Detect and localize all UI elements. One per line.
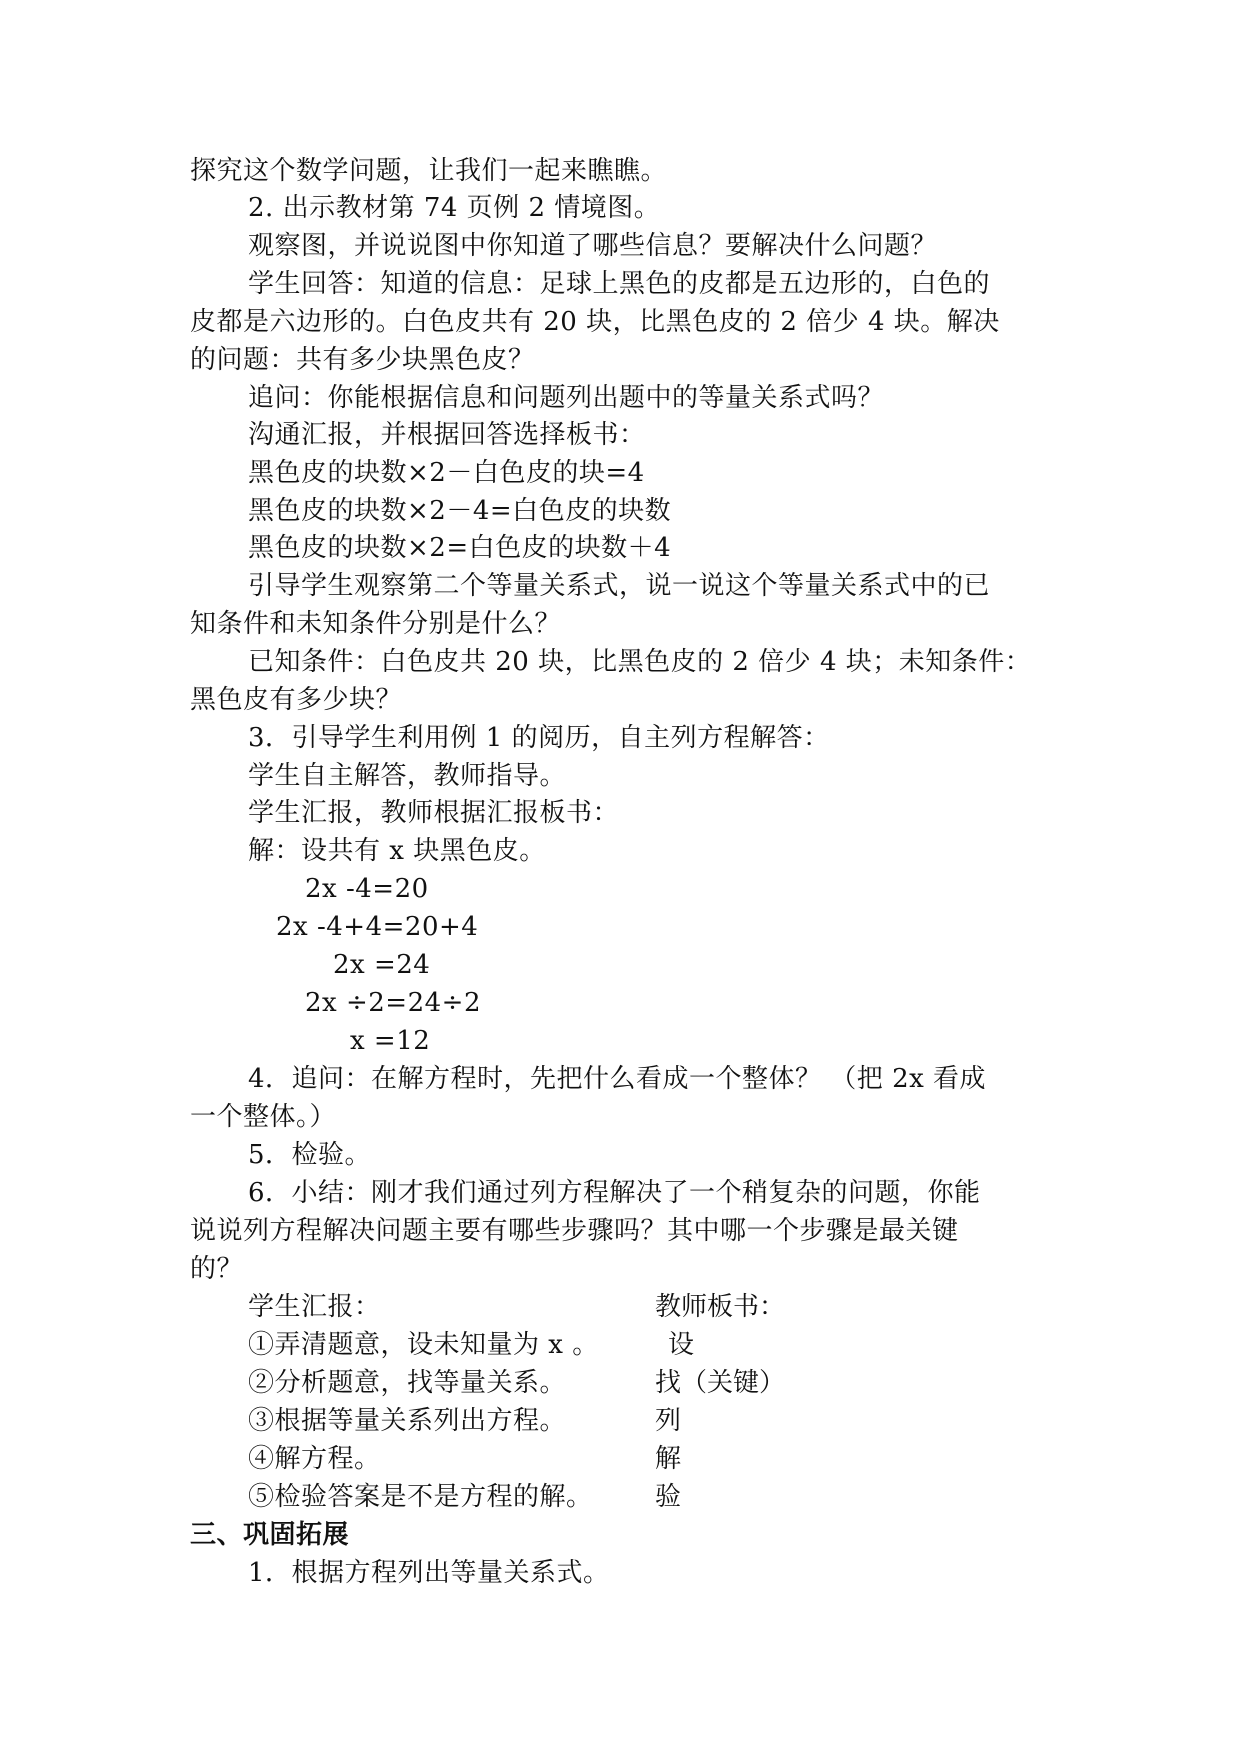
solution-step: x =12 (350, 1026, 431, 1056)
text-line: 探究这个数学问题，让我们一起来瞧瞧。 (190, 156, 668, 186)
step-right: 设 (668, 1330, 695, 1360)
step-left: ③根据等量关系列出方程。 (248, 1406, 567, 1436)
solution-step: 2x -4=20 (305, 874, 429, 904)
text-line: 4．追问：在解方程时，先把什么看成一个整体？ （把 2x 看成 (248, 1064, 987, 1094)
text-line: 解：设共有 x 块黑色皮。 (248, 836, 546, 866)
solution-step: 2x =24 (333, 950, 431, 980)
text-line: 皮都是六边形的。白色皮共有 20 块，比黑色皮的 2 倍少 4 块。解决 (190, 307, 1000, 337)
text-line: 学生汇报，教师根据汇报板书： (248, 798, 620, 828)
text-line: 知条件和未知条件分别是什么？ (190, 609, 562, 639)
text-line: 一个整体。） (190, 1102, 337, 1132)
text-line: 说说列方程解决问题主要有哪些步骤吗？其中哪一个步骤是最关键 (190, 1216, 959, 1246)
text-line: 5．检验。 (248, 1140, 372, 1170)
equation-line: 黑色皮的块数×2－4=白色皮的块数 (248, 496, 672, 526)
equation-line: 黑色皮的块数×2=白色皮的块数＋4 (248, 533, 672, 563)
text-line: 观察图，并说说图中你知道了哪些信息？要解决什么问题？ (248, 231, 938, 261)
text-line: 学生回答：知道的信息：足球上黑色的皮都是五边形的，白色的 (248, 269, 991, 299)
step-left: ④解方程。 (248, 1444, 381, 1474)
text-line: 已知条件：白色皮共 20 块，比黑色皮的 2 倍少 4 块；未知条件： (248, 647, 1032, 677)
text-line: 追问：你能根据信息和问题列出题中的等量关系式吗？ (248, 383, 885, 413)
step-right: 验 (655, 1482, 682, 1512)
solution-step: 2x -4+4=20+4 (276, 912, 479, 942)
step-left: ①弄清题意，设未知量为 x 。 (248, 1330, 599, 1360)
steps-header-right: 教师板书： (655, 1292, 786, 1322)
step-right: 找（关键） (655, 1368, 786, 1398)
solution-step: 2x ÷2=24÷2 (305, 988, 481, 1018)
text-line: 1．根据方程列出等量关系式。 (248, 1558, 610, 1588)
text-line: 学生自主解答，教师指导。 (248, 761, 567, 791)
step-left: ⑤检验答案是不是方程的解。 (248, 1482, 593, 1512)
step-right: 列 (655, 1406, 682, 1436)
text-line: 引导学生观察第二个等量关系式，说一说这个等量关系式中的已 (248, 571, 991, 601)
text-line: 黑色皮有多少块？ (190, 685, 403, 715)
text-line: 的问题：共有多少块黑色皮？ (190, 345, 535, 375)
text-line: 3．引导学生利用例 1 的阅历，自主列方程解答： (248, 723, 830, 753)
steps-header-left: 学生汇报： (248, 1292, 381, 1322)
equation-line: 黑色皮的块数×2－白色皮的块=4 (248, 458, 645, 488)
section-heading: 三、巩固拓展 (190, 1520, 350, 1550)
step-right: 解 (655, 1444, 682, 1474)
text-line: 2. 出示教材第 74 页例 2 情境图。 (248, 193, 661, 223)
text-line: 的？ (190, 1254, 244, 1284)
text-line: 沟通汇报，并根据回答选择板书： (248, 420, 646, 450)
step-left: ②分析题意，找等量关系。 (248, 1368, 567, 1398)
text-line: 6．小结：刚才我们通过列方程解决了一个稍复杂的问题，你能 (248, 1178, 981, 1208)
